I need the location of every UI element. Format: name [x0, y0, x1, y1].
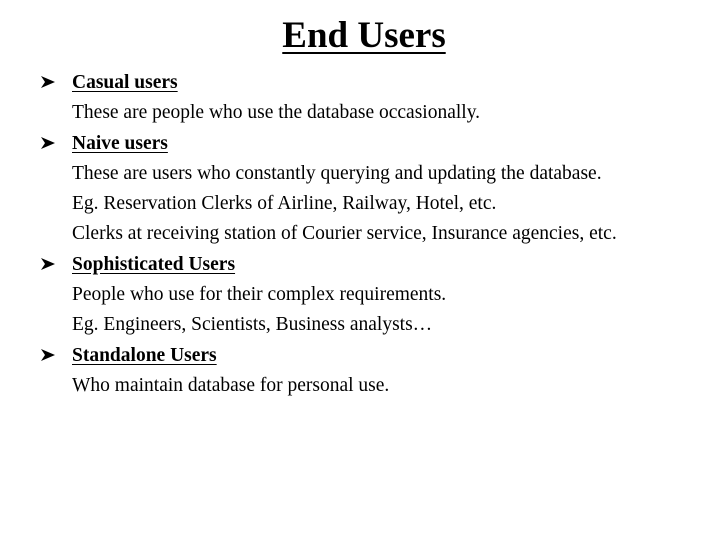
section-heading-label: Naive users — [72, 133, 168, 154]
section-text: These are people who use the database occasionally. — [72, 102, 481, 123]
arrow-bullet-icon — [38, 71, 60, 93]
section-heading-standalone-users — [36, 343, 686, 369]
section-heading-sophisticated-users — [36, 252, 686, 278]
section-text: Who maintain database for personal use. — [72, 375, 390, 396]
page-title: End Users — [282, 15, 446, 56]
section-heading-label: Sophisticated Users — [72, 254, 236, 275]
arrow-bullet-icon — [38, 344, 60, 366]
arrow-bullet-icon — [38, 132, 60, 154]
bullet-list — [36, 70, 686, 404]
section-text: People who use for their complex requirements. — [72, 284, 447, 305]
section-heading-naive-users — [36, 131, 686, 157]
section-heading-label: Standalone Users — [72, 345, 217, 366]
section-text: Eg. Engineers, Scientists, Business analysts… — [72, 314, 433, 335]
section-text: Clerks at receiving station of Courier service, Insurance agencies, etc. — [72, 223, 617, 244]
arrow-bullet-icon — [38, 253, 60, 275]
section-heading-casual-users — [36, 70, 686, 96]
section-heading-label: Casual users — [72, 72, 178, 93]
section-text: These are users who constantly querying and updating the database. — [72, 163, 602, 184]
section-text: Eg. Reservation Clerks of Airline, Railway, Hotel, etc. — [72, 193, 497, 214]
